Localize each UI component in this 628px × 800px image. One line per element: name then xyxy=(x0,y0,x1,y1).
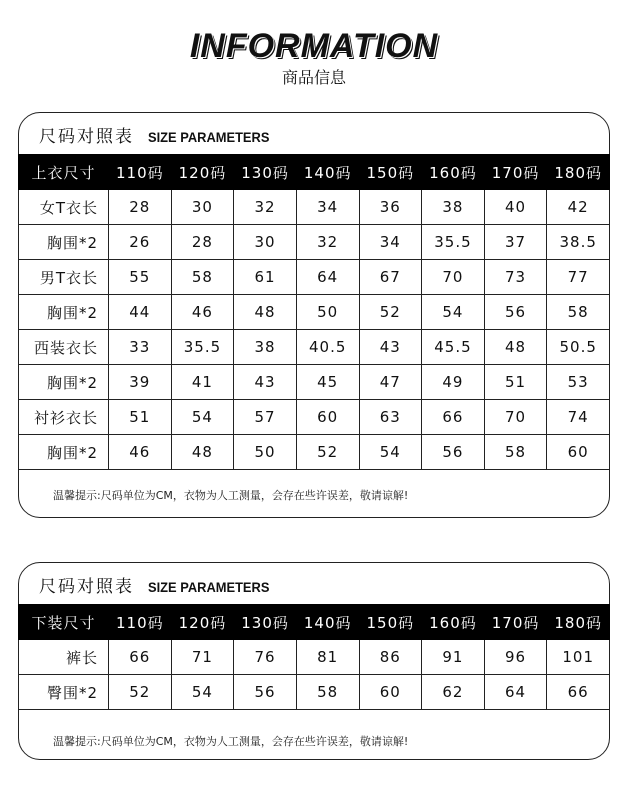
table-cell: 58 xyxy=(484,435,547,470)
table-row xyxy=(19,225,610,260)
table-cell: 77 xyxy=(547,260,610,295)
table-cell: 42 xyxy=(547,190,610,225)
table-header-size: 170码 xyxy=(484,605,547,640)
table-cell: 64 xyxy=(484,675,547,710)
table-cell: 41 xyxy=(171,365,234,400)
table-cell: 55 xyxy=(109,260,172,295)
table-cell: 58 xyxy=(171,260,234,295)
top-size-table xyxy=(18,154,610,470)
table-cell: 76 xyxy=(234,640,297,675)
table-cell: 44 xyxy=(109,295,172,330)
table-cell: 39 xyxy=(109,365,172,400)
table-cell: 54 xyxy=(171,675,234,710)
table-cell: 54 xyxy=(422,295,485,330)
table-cell: 101 xyxy=(547,640,610,675)
row-label: 胸围*2 xyxy=(19,365,109,400)
table-cell: 51 xyxy=(109,400,172,435)
table-row xyxy=(19,365,610,400)
table-row xyxy=(19,435,610,470)
top-card-heading xyxy=(19,113,609,153)
table-cell: 48 xyxy=(234,295,297,330)
table-cell: 52 xyxy=(109,675,172,710)
table-cell: 50 xyxy=(296,295,359,330)
table-header-size: 140码 xyxy=(296,605,359,640)
top-table-body xyxy=(19,190,610,470)
table-header-label: 上衣尺寸 xyxy=(19,155,109,190)
table-cell: 62 xyxy=(422,675,485,710)
table-row xyxy=(19,400,610,435)
table-cell: 96 xyxy=(484,640,547,675)
table-cell: 38 xyxy=(422,190,485,225)
table-header-size: 110码 xyxy=(109,155,172,190)
table-cell: 33 xyxy=(109,330,172,365)
table-header-size: 150码 xyxy=(359,155,422,190)
table-cell: 35.5 xyxy=(422,225,485,260)
table-cell: 70 xyxy=(422,260,485,295)
table-cell: 63 xyxy=(359,400,422,435)
table-cell: 43 xyxy=(359,330,422,365)
table-cell: 49 xyxy=(422,365,485,400)
table-header-size: 180码 xyxy=(547,605,610,640)
table-row xyxy=(19,295,610,330)
table-cell: 71 xyxy=(171,640,234,675)
header-subtitle: 商品信息 xyxy=(281,68,346,87)
row-label: 男T衣长 xyxy=(19,260,109,295)
table-cell: 30 xyxy=(234,225,297,260)
bottom-card-title-en: SIZE PARAMETERS xyxy=(148,579,270,595)
table-cell: 38 xyxy=(234,330,297,365)
table-cell: 66 xyxy=(422,400,485,435)
table-header-size: 170码 xyxy=(484,155,547,190)
table-cell: 48 xyxy=(171,435,234,470)
table-cell: 54 xyxy=(359,435,422,470)
header-title: INFORMATION xyxy=(189,27,439,65)
table-cell: 48 xyxy=(484,330,547,365)
table-cell: 56 xyxy=(484,295,547,330)
row-label: 女T衣长 xyxy=(19,190,109,225)
table-header-size: 130码 xyxy=(234,155,297,190)
table-cell: 86 xyxy=(359,640,422,675)
table-row xyxy=(19,640,610,675)
bottom-size-card xyxy=(18,562,610,760)
table-header-size: 130码 xyxy=(234,605,297,640)
table-cell: 34 xyxy=(296,190,359,225)
table-cell: 28 xyxy=(109,190,172,225)
table-cell: 58 xyxy=(547,295,610,330)
row-label: 胸围*2 xyxy=(19,225,109,260)
top-card-title-en: SIZE PARAMETERS xyxy=(148,129,270,145)
top-table-header-row xyxy=(19,155,610,190)
table-cell: 46 xyxy=(109,435,172,470)
table-header-size: 160码 xyxy=(422,605,485,640)
bottom-card-note: 温馨提示:尺码单位为CM，衣物为人工测量，会存在些许误差，敬请谅解! xyxy=(53,735,409,748)
table-header-label: 下装尺寸 xyxy=(19,605,109,640)
table-header-size: 120码 xyxy=(171,605,234,640)
table-cell: 38.5 xyxy=(547,225,610,260)
row-label: 西装衣长 xyxy=(19,330,109,365)
table-cell: 26 xyxy=(109,225,172,260)
row-label: 胸围*2 xyxy=(19,435,109,470)
row-label: 裤长 xyxy=(19,640,109,675)
top-card-title-cn: 尺码对照表 xyxy=(39,127,134,147)
table-header-size: 180码 xyxy=(547,155,610,190)
table-cell: 51 xyxy=(484,365,547,400)
table-cell: 81 xyxy=(296,640,359,675)
bottom-card-title-cn: 尺码对照表 xyxy=(39,577,134,597)
bottom-card-heading xyxy=(19,563,609,603)
table-cell: 43 xyxy=(234,365,297,400)
table-cell: 58 xyxy=(296,675,359,710)
bottom-size-table xyxy=(18,604,610,710)
table-header-size: 150码 xyxy=(359,605,422,640)
table-cell: 28 xyxy=(171,225,234,260)
table-cell: 60 xyxy=(547,435,610,470)
table-cell: 91 xyxy=(422,640,485,675)
table-cell: 40 xyxy=(484,190,547,225)
table-cell: 54 xyxy=(171,400,234,435)
page-header xyxy=(0,26,628,88)
table-cell: 46 xyxy=(171,295,234,330)
table-cell: 47 xyxy=(359,365,422,400)
table-cell: 67 xyxy=(359,260,422,295)
row-label: 衬衫衣长 xyxy=(19,400,109,435)
table-cell: 50.5 xyxy=(547,330,610,365)
table-cell: 66 xyxy=(547,675,610,710)
bottom-table-header-row xyxy=(19,605,610,640)
table-cell: 74 xyxy=(547,400,610,435)
table-cell: 34 xyxy=(359,225,422,260)
table-cell: 73 xyxy=(484,260,547,295)
table-cell: 37 xyxy=(484,225,547,260)
table-cell: 36 xyxy=(359,190,422,225)
table-cell: 64 xyxy=(296,260,359,295)
table-row xyxy=(19,330,610,365)
table-header-size: 110码 xyxy=(109,605,172,640)
table-cell: 45.5 xyxy=(422,330,485,365)
table-cell: 60 xyxy=(296,400,359,435)
table-row xyxy=(19,190,610,225)
table-cell: 35.5 xyxy=(171,330,234,365)
table-cell: 56 xyxy=(422,435,485,470)
top-card-note: 温馨提示:尺码单位为CM，衣物为人工测量，会存在些许误差，敬请谅解! xyxy=(53,489,409,502)
table-cell: 60 xyxy=(359,675,422,710)
table-header-size: 160码 xyxy=(422,155,485,190)
row-label: 胸围*2 xyxy=(19,295,109,330)
table-cell: 40.5 xyxy=(296,330,359,365)
table-header-size: 140码 xyxy=(296,155,359,190)
table-header-size: 120码 xyxy=(171,155,234,190)
table-cell: 66 xyxy=(109,640,172,675)
table-cell: 45 xyxy=(296,365,359,400)
table-cell: 61 xyxy=(234,260,297,295)
table-cell: 53 xyxy=(547,365,610,400)
table-cell: 50 xyxy=(234,435,297,470)
top-size-card xyxy=(18,112,610,518)
table-cell: 56 xyxy=(234,675,297,710)
table-cell: 32 xyxy=(234,190,297,225)
table-cell: 30 xyxy=(171,190,234,225)
table-cell: 70 xyxy=(484,400,547,435)
table-cell: 52 xyxy=(296,435,359,470)
table-cell: 52 xyxy=(359,295,422,330)
table-cell: 32 xyxy=(296,225,359,260)
bottom-table-body xyxy=(19,640,610,710)
table-cell: 57 xyxy=(234,400,297,435)
table-row xyxy=(19,675,610,710)
table-row xyxy=(19,260,610,295)
row-label: 臀围*2 xyxy=(19,675,109,710)
